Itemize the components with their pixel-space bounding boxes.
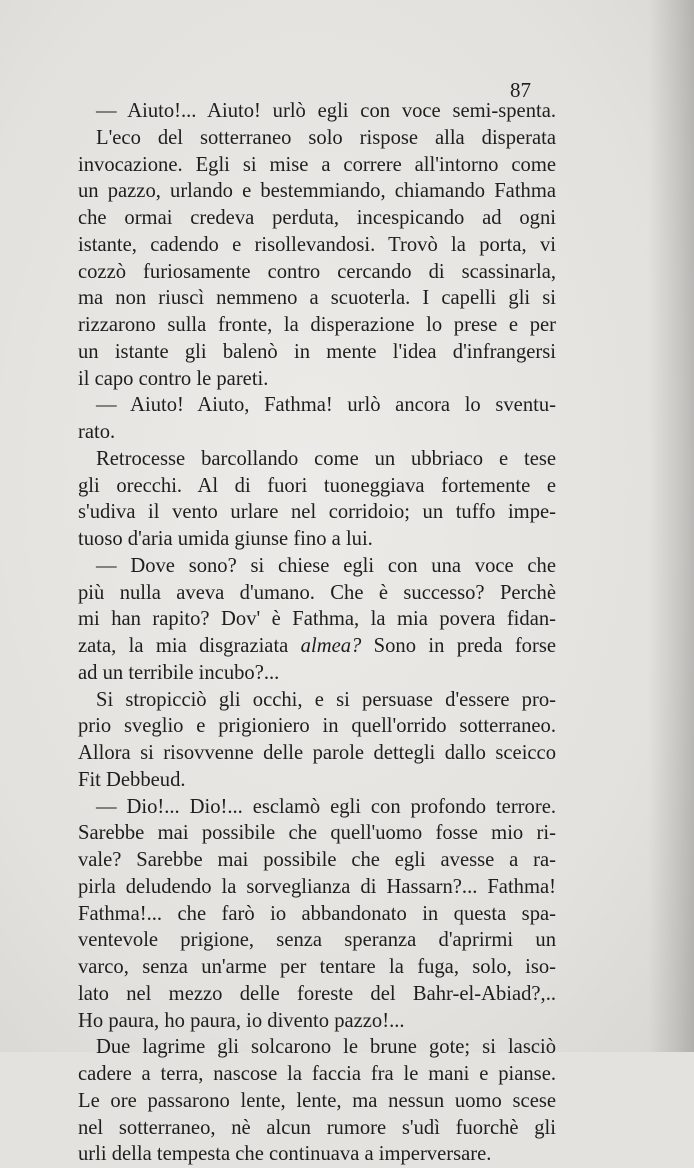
- text-line: Sarebbe mai possibile che quell'uomo fosse mio ri-: [78, 822, 556, 845]
- text-line: Fathma!... che farò io abbandonato in questa spa-: [78, 902, 556, 925]
- text-line: — Aiuto! Aiuto, Fathma! urlò ancora lo sventu-: [96, 394, 556, 417]
- text-line: ma non riuscì nemmeno a scuoterla. I capelli gli si: [78, 287, 556, 310]
- text-line: L'eco del sotterraneo solo rispose alla disperata: [96, 126, 556, 149]
- text-line: ventevole prigione, senza speranza d'aprirmi un: [78, 929, 556, 952]
- text-line: — Aiuto!... Aiuto! urlò egli con voce semi-spenta.: [96, 100, 556, 122]
- text-line: s'udiva il vento urlare nel corridoio; un tuffo impe-: [78, 501, 556, 524]
- text-line: zata, la mia disgraziata almea? Sono in preda forse: [78, 635, 556, 657]
- text-line: — Dio!... Dio!... esclamò egli con profondo terrore.: [96, 795, 556, 818]
- text-line: lato nel mezzo delle foreste del Bahr-el-Abiad?,..: [78, 982, 556, 1005]
- text-line: Ho paura, ho paura, io divento pazzo!...: [78, 1009, 405, 1032]
- text-line: Allora si risovvenne delle parole dettegli dallo sceicco: [78, 742, 556, 764]
- text-line: rizzarono sulla fronte, la disperazione lo prese e per: [78, 314, 556, 336]
- text-line: gli orecchi. Al di fuori tuoneggiava fortemente e: [78, 474, 556, 497]
- page-edge-shadow: [648, 0, 694, 1052]
- text-line: cadere a terra, nascose la faccia fra le mani e pianse.: [78, 1063, 556, 1085]
- italic-word: almea?: [300, 635, 362, 657]
- page-number: 87: [510, 78, 531, 102]
- text-line: un istante gli balenò in mente l'idea d'infrangersi: [78, 340, 556, 363]
- body-text: [78, 98, 556, 1168]
- text-line: invocazione. Egli si mise a correre all'intorno come: [78, 153, 556, 176]
- text-line: cozzò furiosamente contro cercando di scassinarla,: [78, 260, 556, 283]
- text-line: urli della tempesta che continuava a imperversare.: [78, 1143, 492, 1166]
- text-line: rato.: [78, 421, 116, 443]
- text-line: varco, senza un'arme per tentare la fuga, solo, iso-: [78, 956, 556, 978]
- text-line: più nulla aveva d'umano. Che è successo? Perchè: [78, 581, 556, 604]
- text-line: ad un terribile incubo?...: [78, 661, 280, 684]
- text-line: istante, cadendo e risollevandosi. Trovò la porta, vi: [78, 233, 556, 256]
- text-line: Le ore passarono lente, lente, ma nessun uomo scese: [78, 1089, 556, 1112]
- text-line: Fit Debbeud.: [78, 768, 186, 791]
- text-line: nel sotterraneo, nè alcun rumore s'udì fuorchè gli: [78, 1116, 556, 1139]
- text-line: tuoso d'aria umida giunse fino a lui.: [78, 528, 373, 550]
- text-line: Retrocesse barcollando come un ubbriaco e tese: [96, 447, 556, 470]
- text-line: un pazzo, urlando e bestemmiando, chiamando Fathma: [78, 180, 556, 203]
- text-line: mi han rapito? Dov' è Fathma, la mia povera fidan-: [78, 608, 556, 631]
- text-line: — Dove sono? si chiese egli con una voce che: [96, 554, 556, 577]
- text-line: Due lagrime gli solcarono le brune gote; si lasciò: [96, 1036, 556, 1059]
- text-line: il capo contro le pareti.: [78, 367, 269, 390]
- text-line: vale? Sarebbe mai possibile che egli avesse a ra-: [78, 849, 556, 871]
- text-line: che ormai credeva perduta, incespicando ad ogni: [78, 207, 556, 229]
- text-line: prio sveglio e prigioniero in quell'orrido sotterraneo.: [78, 715, 556, 738]
- text-line: Si stropicciò gli occhi, e si persuase d'essere pro-: [96, 688, 556, 711]
- text-line: pirla deludendo la sorveglianza di Hassarn?... Fathma!: [78, 875, 556, 898]
